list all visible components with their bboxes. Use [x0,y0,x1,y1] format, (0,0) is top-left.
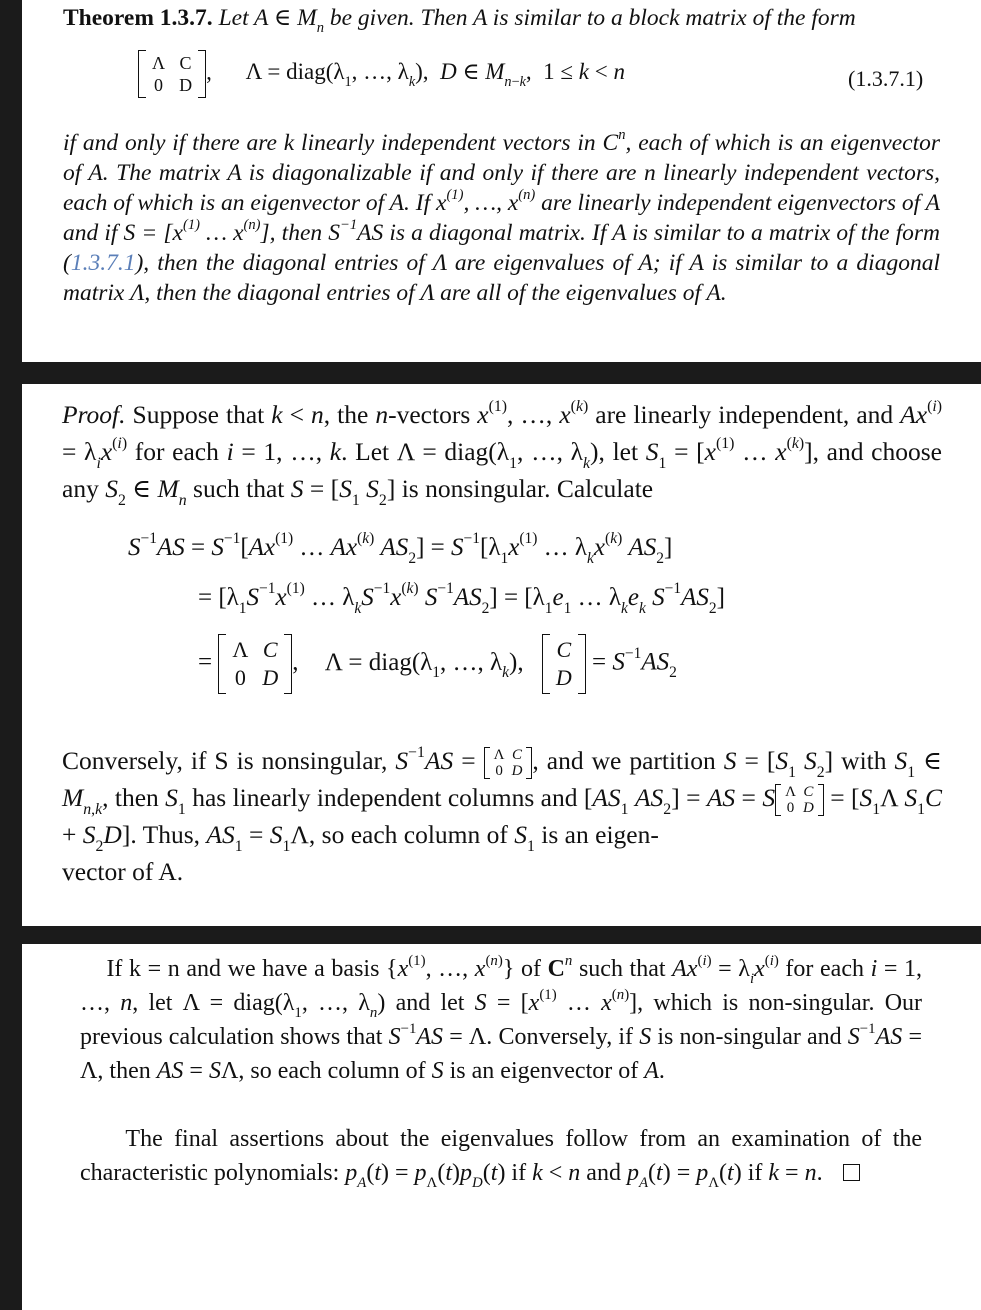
theorem-intro-2: be given. Then A is similar to a block matrix of the form [323,5,856,31]
final-lead: If k = n and we have a basis [106,956,380,982]
proof-label: Proof. [62,400,126,429]
proof-panel [22,384,981,926]
final-text: The final assertions about the eigenvalues follow from an examination of the characteristic polynomials: [80,1126,923,1186]
qed-box [843,1164,860,1181]
theorem-heading: Theorem 1.3.7. Let A ∈ $M_n$ be given. Then A is similar to a block matrix of the form [63,5,856,37]
proof-closing: vector of A. [62,857,184,887]
calc-line-2: = [$\lambda_1S^{-1}x^{(1)}$ … $\lambda_kS^{-1}x^{(k)}$ $S^{-1}AS_2] = [\lambda_1e_1$ … $\lambda_ke_k$ $S^{-1}AS_2$] [198,580,725,617]
theorem-intro: Let A ∈ M [218,5,317,31]
block-matrix: Λ C 0 D [138,50,206,98]
theorem-panel [22,0,981,362]
theorem-body: if and only if there are k linearly independent vectors in $C^n$, each of which is an eigenvector of A. The matrix A is diagonalizable if and only if there are n linearly independent vectors, each of which is an eigenvector of A. If $x^{(1)}$, …, $x^{(n)}$ are linearly independent eigenvectors of A and if $S = [x^{(1)}$ … $x^{(n)}$], then $S^{-1}AS$ is a diagonal matrix. If A is similar to a matrix of the form (1.3.7.1), then the diagonal entries of Λ are eigenvalues of A; if A is similar to a diagonal matrix Λ, then the diagonal entries of Λ are all of the eigenvalues of A. [63,127,941,306]
final-para-1: If k = n and we have a basis {$x^{(1)}$, …, $x^{(n)}$} of $C^n$ such that $Ax^{(i)} = \lambda_ix^{(i)}$ for each i = 1, …, n, let $\Lambda = diag(\lambda_1$, …, $\lambda_n$) and let $S = [x^{(1)}$ … $x^{(n)}$], which is non-singular. Our previous calculation shows that $S^{-1}AS = \Lambda$. Conversely, if S is non-singular and $S^{-1}AS = \Lambda$, then AS = SΛ, so each column of S is an eigenvector of A. [80,952,923,1084]
converse-lead: Conversely, if S is nonsingular, [62,746,388,775]
proof-converse: Conversely, if S is nonsingular, $S^{-1}AS$ = Λ C 0 D , and we partition $S = [S_1$ $S_2$] with $S_1$ ∈ $M_{n,k}$, then $S_1$ has linearly independent columns and [$AS_1$ $AS_2$] = AS = S Λ C 0 D = [$S_1\Lambda$ $S_1C + S_2D$]. Thus, $AS_1 = S_1\Lambda$, so each column of $S_1$ is an eigen- vector of A. [62,744,943,887]
final-panel [22,944,981,1310]
proof-intro: Proof. Suppose that k < n, the n-vectors $x^{(1)}$, …, $x^{(k)}$ are linearly independent, and $Ax^{(i)} = \lambda_ix^{(i)}$ for each i = 1, …, k. Let $\Lambda = diag(\lambda_1$, …, $\lambda_k$), let $S_1 = [x^{(1)}$ … $x^{(k)}$], and choose any $S_2$ ∈ $M_n$ such that $S = [S_1$ $S_2$] is nonsingular. Calculate [62,398,943,509]
calc-line-1: $S^{-1}AS = S^{-1}[Ax^{(1)}$ … Ax$^{(k)}$ $AS_2] = S^{-1}[\lambda_1x^{(1)}$ … $\lambda_kx^{(k)}$ $AS_2$] [128,530,673,567]
proof-block-matrix: Λ C 0 D [218,634,292,694]
frame-left [0,0,22,1310]
theorem-label: Theorem 1.3.7. [63,5,213,31]
frame-divider-2 [0,926,981,944]
frame-divider-1 [0,362,981,384]
column-matrix: C D [542,634,586,694]
equation-link[interactable]: 1.3.7.1 [70,250,136,276]
equation-tag: (1.3.7.1) [848,66,924,91]
theorem-equation: Λ C 0 D , $\Lambda = diag(\lambda_1$, …, $\lambda_k$), D ∈ $M_{n-k}$, 1 ≤ k < n [138,50,625,98]
final-para-2: The final assertions about the eigenvalues follow from an examination of the characteristic polynomials: $p_A(t) = p_\Lambda(t)p_D(t)$ if k < n and $p_A(t) = p_\Lambda(t)$ if k = n. [80,1126,923,1192]
calc-line-3: = Λ C 0 D , $\Lambda = diag(\lambda_1$, …, $\lambda_k$), C D = $S^{-1}AS_2$ [198,634,677,694]
